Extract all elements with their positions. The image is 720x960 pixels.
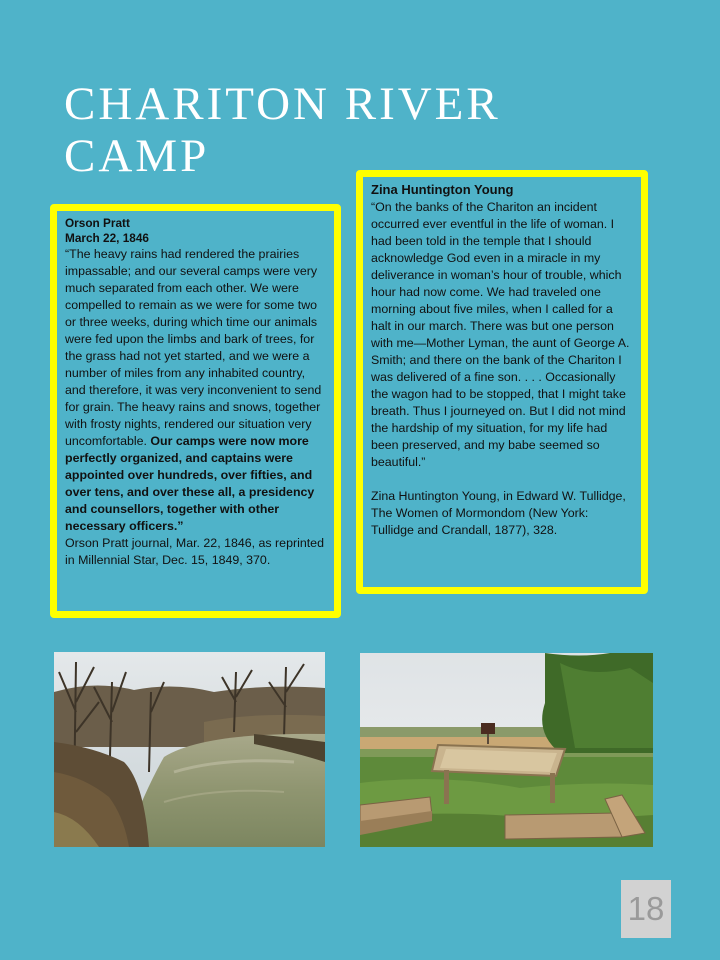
zina-young-quote-box	[356, 170, 648, 594]
quote-text: “On the banks of the Chariton an incident occurred ever eventful in the life of woman. I had been told in the temple that I should acknowledge God even in a miracle in my deliverance in woman’s hour of trouble, which hour had now come. We had traveled one morning about five miles, when I called for a halt in our march. There was but one person with me—Mother Lyman, the aunt of George A. Smith; and there on the bank of the Chariton I was delivered of a fine son. . . . Occasionally the wagon had to be stopped, that I might take breath. Thus I journeyed on. But I did not mind the hardship of my situation, for my life had been preserved, and my babe seemed so beautiful.”	[371, 200, 630, 469]
historic-marker-photo	[360, 653, 653, 847]
marker-scene-image	[360, 653, 653, 847]
quote-date: March 22, 1846	[65, 231, 149, 245]
page-title: CHARITON RIVER CAMP	[64, 78, 501, 182]
quote-text-emphasis: Our camps were now more perfectly organized, and captains were appointed over hundreds, over fifties, and over tens, and over these all, a presidency and counsellors, together with other necessary officers.”	[65, 434, 315, 533]
quote-author: Zina Huntington Young	[371, 182, 514, 197]
page-number: 18	[621, 880, 671, 938]
quote-author: Orson Pratt	[65, 216, 130, 230]
quote-citation: Zina Huntington Young, in Edward W. Tullidge, The Women of Mormondom (New York: Tullidge and Crandall, 1877), 328.	[371, 489, 626, 537]
river-scene-image	[54, 652, 325, 847]
orson-pratt-quote-box	[50, 204, 341, 618]
quote-text	[65, 246, 326, 535]
quote-citation: Orson Pratt journal, Mar. 22, 1846, as reprinted in Millennial Star, Dec. 15, 1849, 370.	[65, 536, 324, 567]
chariton-river-photo	[54, 652, 325, 847]
quote-text-plain: “The heavy rains had rendered the prairies impassable; and our several camps were very much separated from each other. We were compelled to remain as we were for some two or three weeks, during which time our animals were fed upon the limbs and bark of trees, for the grass had not yet started, and we were a number of miles from any inhabited country, and therefore, it was very inconvenient to send for grain. The heavy rains and snows, together with frosty nights, rendered our situation very uncomfortable.	[65, 247, 322, 448]
